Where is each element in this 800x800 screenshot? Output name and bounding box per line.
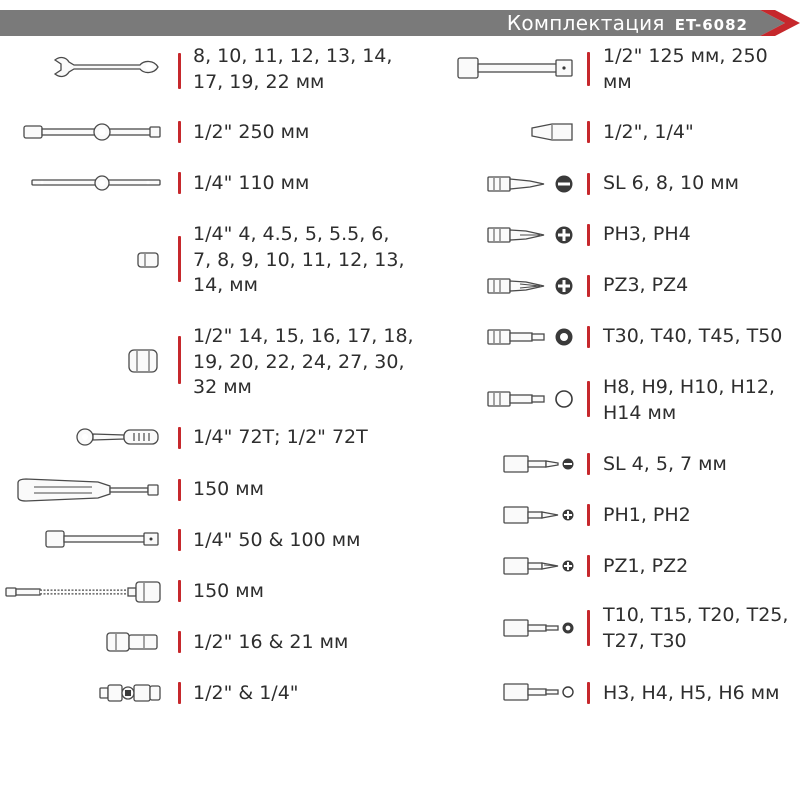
item-spec-text: PZ1, PZ2 <box>603 555 689 577</box>
row-separator <box>587 326 590 348</box>
row-separator <box>587 453 590 475</box>
item-spec-text: H8, H9, H10, H12, H14 мм <box>603 376 775 424</box>
t-handle-quarter-inch-icon <box>30 174 162 192</box>
row-separator <box>178 529 181 551</box>
quarter-inch-socket-icon <box>136 250 162 270</box>
row-separator <box>178 236 181 282</box>
row-separator <box>587 682 590 704</box>
half-inch-socket-icon <box>126 347 162 375</box>
row-separator <box>587 275 590 297</box>
model-number: ET-6082 <box>674 16 748 34</box>
small-pozidriv-bit-icon <box>502 555 576 577</box>
small-slotted-bit-icon <box>502 453 576 475</box>
row-separator <box>178 580 181 602</box>
row-separator <box>587 555 590 577</box>
t-handle-half-inch-icon <box>22 121 162 143</box>
ratchet-icon <box>74 426 162 448</box>
item-spec-text: PZ3, PZ4 <box>603 274 689 296</box>
item-spec-text: 1/2" 125 мм, 250 мм <box>603 45 768 93</box>
row-separator <box>178 479 181 501</box>
item-spec-text: 1/2" 14, 15, 16, 17, 18, 19, 20, 22, 24, 27, 30, 32 мм <box>193 325 414 398</box>
row-separator <box>178 336 181 384</box>
row-separator <box>178 121 181 143</box>
flexible-extension-icon <box>4 578 164 606</box>
row-separator <box>587 504 590 526</box>
long-extension-bar-icon <box>456 55 576 81</box>
item-spec-text: SL 6, 8, 10 мм <box>603 172 739 194</box>
row-separator <box>178 427 181 449</box>
item-spec-text: 8, 10, 11, 12, 13, 14, 17, 19, 22 мм <box>193 45 393 93</box>
row-separator <box>587 52 590 86</box>
small-torx-bit-icon <box>502 617 576 639</box>
spark-plug-socket-icon <box>104 630 162 654</box>
item-spec-text: 1/4" 110 мм <box>193 172 310 194</box>
combination-wrench-icon <box>52 54 162 80</box>
item-spec-text: PH1, PH2 <box>603 504 691 526</box>
item-spec-text: PH3, PH4 <box>603 223 691 245</box>
item-spec-text: 1/2" & 1/4" <box>193 682 299 704</box>
page-title: Комплектация <box>506 11 665 35</box>
item-spec-text: 1/2" 250 мм <box>193 121 310 143</box>
row-separator <box>178 631 181 653</box>
screwdriver-handle-icon <box>14 477 162 503</box>
header-band <box>0 10 800 36</box>
item-spec-text: H3, H4, H5, H6 мм <box>603 682 780 704</box>
item-spec-text: T10, T15, T20, T25, T27, T30 <box>603 604 789 652</box>
phillips-bit-icon <box>486 223 576 247</box>
universal-joint-icon <box>98 681 162 705</box>
adapter-icon <box>528 121 576 143</box>
item-spec-text: 1/4" 50 & 100 мм <box>193 529 361 551</box>
small-hex-bit-icon <box>502 681 576 703</box>
item-spec-text: 1/4" 72T; 1/2" 72T <box>193 426 368 448</box>
small-phillips-bit-icon <box>502 504 576 526</box>
item-spec-text: 1/2" 16 & 21 мм <box>193 631 349 653</box>
item-spec-text: 1/2", 1/4" <box>603 121 694 143</box>
row-separator <box>587 610 590 646</box>
row-separator <box>587 381 590 417</box>
row-separator <box>587 121 590 143</box>
row-separator <box>178 53 181 89</box>
item-spec-text: T30, T40, T45, T50 <box>603 325 783 347</box>
header-title-block <box>507 10 748 36</box>
pozidriv-bit-icon <box>486 274 576 298</box>
extension-bar-icon <box>44 528 162 550</box>
hex-bit-icon <box>486 387 576 411</box>
item-spec-text: 150 мм <box>193 580 264 602</box>
row-separator <box>178 682 181 704</box>
row-separator <box>178 172 181 194</box>
item-spec-text: 150 мм <box>193 478 264 500</box>
item-spec-text: 1/4" 4, 4.5, 5, 5.5, 6, 7, 8, 9, 10, 11, 12, 13, 14, мм <box>193 223 405 296</box>
slotted-bit-icon <box>486 172 576 196</box>
row-separator <box>587 173 590 195</box>
row-separator <box>587 224 590 246</box>
item-spec-text: SL 4, 5, 7 мм <box>603 453 727 475</box>
torx-bit-icon <box>486 325 576 349</box>
